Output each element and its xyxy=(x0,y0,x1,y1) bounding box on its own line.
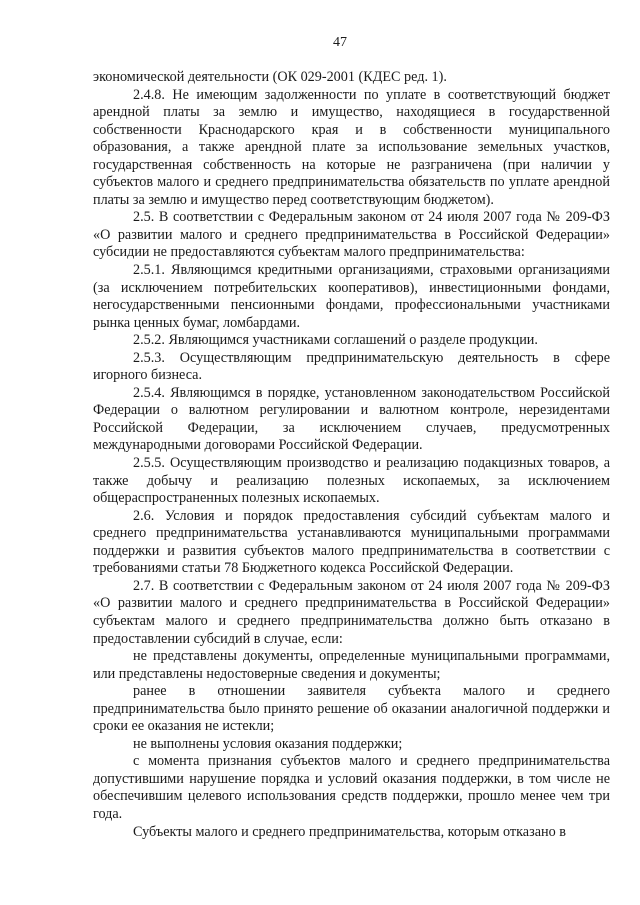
document-body xyxy=(93,69,610,841)
paragraph-2-4-8: 2.4.8. Не имеющим задолженности по уплате в соответствующий бюджет арендной платы за землю и имущество, находящиеся в государственной собственности Краснодарского края и в собственности муниципального образования, а также арендной плате за использование земельных участков, государственная собственность на которые не разграничена (при наличии у субъектов малого и среднего предпринимательства обязательств по уплате арендной платы за землю и имущество перед соответствующим бюджетом). xyxy=(93,86,610,208)
paragraph-continuation: экономической деятельности (ОК 029-2001 (КДЕС ред. 1). xyxy=(93,69,447,85)
refusal-condition-violation: с момента признания субъектов малого и среднего предпринимательства допустившими нарушение порядка и условий оказания поддержки, в том числе не обеспечившим целевого использования средств поддержки, прошло менее чем три года. xyxy=(93,753,610,822)
paragraph-2-5: 2.5. В соответствии с Федеральным законом от 24 июля 2007 года № 209-ФЗ «О развитии малого и среднего предпринимательства в Российской Федерации» субсидии не предоставляются субъектам малого предпринимательства: xyxy=(93,209,610,261)
refusal-condition-prior-support: ранее в отношении заявителя субъекта малого и среднего предпринимательства было принято решение об оказании аналогичной поддержки и сроки ее оказания не истекли; xyxy=(93,683,610,735)
paragraph-2-5-5: 2.5.5. Осуществляющим производство и реализацию подакцизных товаров, а также добычу и реализацию полезных ископаемых, за исключением общераспространенных полезных ископаемых. xyxy=(93,455,610,507)
paragraph-2-5-4: 2.5.4. Являющимся в порядке, установленном законодательством Российской Федерации о валютном регулировании и валютном контроле, нерезидентами Российской Федерации, за исключением случаев, предусмотренных международными договорами Российской Федерации. xyxy=(93,384,610,454)
refusal-condition-documents: не представлены документы, определенные муниципальными программами, или представлены недостоверные сведения и документы; xyxy=(93,648,610,682)
paragraph-2-5-3: 2.5.3. Осуществляющим предпринимательскую деятельность в сфере игорного бизнеса. xyxy=(93,349,610,384)
paragraph-2-5-2: 2.5.2. Являющимся участниками соглашений о разделе продукции. xyxy=(133,332,538,349)
paragraph-2-7: 2.7. В соответствии с Федеральным законом от 24 июля 2007 года № 209-ФЗ «О развитии малого и среднего предпринимательства в Российской Федерации» субъектам малого и среднего предпринимательства должно быть отказано в предоставлении субсидий в случае, если: xyxy=(93,577,610,647)
paragraph-2-5-1: 2.5.1. Являющимся кредитными организациями, страховыми организациями (за исключением потребительских кооперативов), инвестиционными фондами, негосударственными пенсионными фондами, профессиональными участниками рынка ценных бумаг, ломбардами. xyxy=(93,262,610,331)
page-number: 47 xyxy=(333,35,347,50)
refusal-condition-not-met: не выполнены условия оказания поддержки; xyxy=(133,735,403,752)
paragraph-2-6: 2.6. Условия и порядок предоставления субсидий субъектам малого и среднего предпринимательства устанавливаются муниципальными программами поддержки и развития субъектов малого предпринимательства в соответствии с требованиями статьи 78 Бюджетного кодекса Российской Федерации. xyxy=(93,507,610,577)
paragraph-refused-subjects: Субъекты малого и среднего предпринимательства, которым отказано в xyxy=(133,823,566,840)
